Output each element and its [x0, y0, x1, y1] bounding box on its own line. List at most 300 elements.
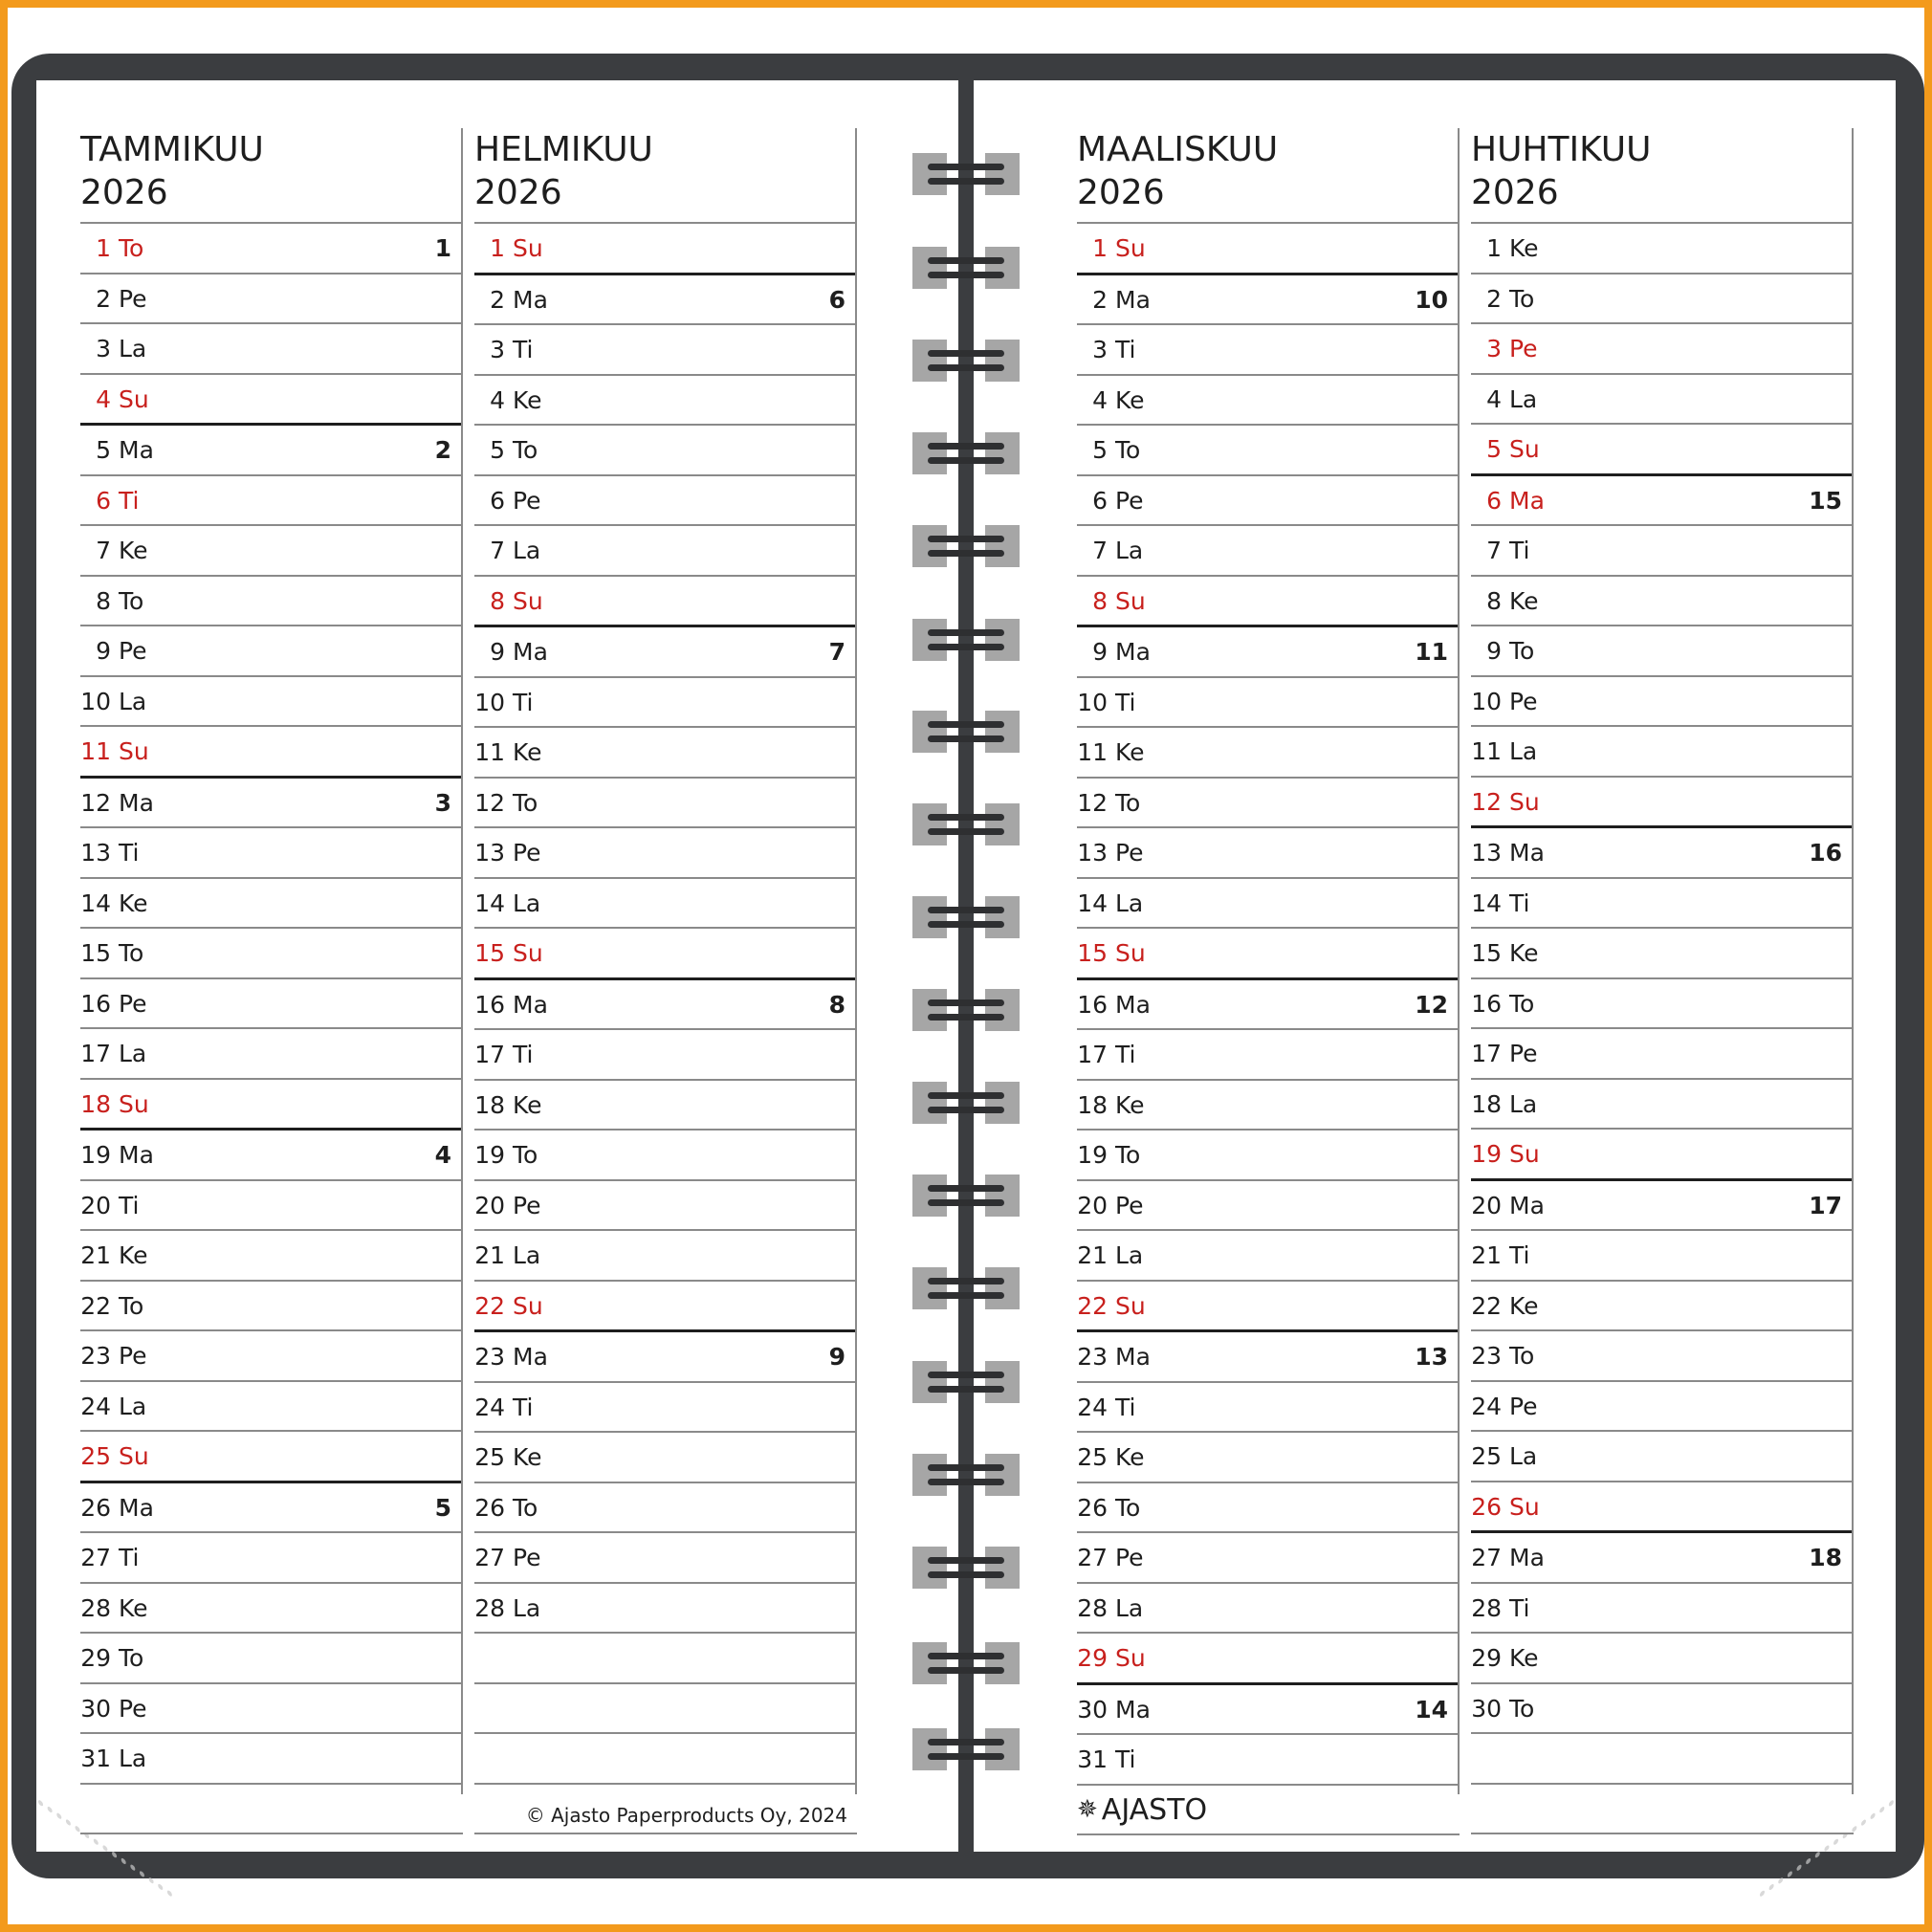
- day-row: [1077, 1329, 1460, 1381]
- day-row: [474, 777, 857, 827]
- day-number: 27: [1077, 1544, 1108, 1571]
- weekday-abbrev: Ti: [1509, 1241, 1530, 1269]
- day-number: 11: [1077, 738, 1108, 766]
- day-row: [474, 222, 857, 273]
- day-number: 3: [96, 335, 111, 362]
- day-row: [1077, 676, 1460, 727]
- empty-row: [474, 1632, 857, 1682]
- day-number: 16: [80, 989, 111, 1018]
- weekday-abbrev: Pe: [1115, 1191, 1144, 1219]
- weekday-abbrev: Ma: [119, 1493, 154, 1522]
- weekday-abbrev: To: [119, 234, 144, 262]
- column-divider: [1852, 128, 1854, 1794]
- weekday-abbrev: Pe: [119, 989, 147, 1018]
- day-row: [474, 1431, 857, 1482]
- weekday-abbrev: Ti: [119, 1191, 140, 1219]
- day-row: [1077, 1582, 1460, 1633]
- day-row: [1471, 273, 1854, 323]
- empty-row: [80, 1783, 463, 1835]
- weekday-abbrev: To: [1509, 284, 1535, 313]
- day-row: [1471, 1280, 1854, 1330]
- week-number: 11: [1415, 638, 1448, 666]
- weekday-abbrev: Su: [1509, 1492, 1540, 1521]
- day-number: 25: [1471, 1442, 1502, 1470]
- day-row: [1471, 1178, 1854, 1230]
- day-number: 31: [1077, 1745, 1108, 1773]
- day-row: [80, 1027, 463, 1078]
- binding-ring: [912, 989, 1020, 1031]
- weekday-abbrev: Su: [1115, 939, 1146, 967]
- day-row: [80, 322, 463, 373]
- day-row: [80, 776, 463, 827]
- binding-ring: [912, 153, 1020, 195]
- weekday-abbrev: La: [1115, 1593, 1144, 1622]
- day-number: 7: [1486, 537, 1502, 564]
- day-row: [474, 1531, 857, 1582]
- day-number: 23: [1471, 1342, 1502, 1370]
- day-number: 24: [474, 1393, 505, 1421]
- weekday-abbrev: Pe: [1115, 1544, 1144, 1571]
- month-year: 2026: [474, 173, 562, 212]
- day-row: [1471, 423, 1854, 473]
- day-row: [1471, 373, 1854, 424]
- day-number: 4: [96, 384, 111, 413]
- weekday-abbrev: Pe: [1509, 687, 1538, 715]
- weekday-abbrev: To: [513, 1493, 538, 1522]
- month-header: [1471, 128, 1854, 222]
- weekday-abbrev: Su: [119, 384, 149, 413]
- day-number: 14: [1077, 889, 1108, 917]
- weekday-abbrev: Ti: [513, 688, 534, 716]
- day-row: [1471, 675, 1854, 726]
- weekday-abbrev: To: [1115, 1141, 1141, 1169]
- day-row: [1077, 977, 1460, 1029]
- weekday-abbrev: To: [119, 1291, 144, 1320]
- day-number: 27: [80, 1544, 111, 1571]
- empty-row: [474, 1732, 857, 1783]
- month-year: 2026: [1471, 173, 1559, 212]
- day-number: 20: [80, 1191, 111, 1219]
- day-number: 6: [1486, 486, 1502, 515]
- day-number: 13: [474, 839, 505, 867]
- week-number: 15: [1809, 486, 1842, 515]
- day-row: [474, 323, 857, 374]
- week-number: 6: [828, 285, 845, 314]
- binding-ring: [912, 711, 1020, 753]
- weekday-abbrev: Ma: [1509, 839, 1545, 867]
- weekday-abbrev: Su: [1509, 435, 1540, 463]
- weekday-abbrev: Ke: [119, 1241, 148, 1269]
- binding-ring: [912, 1361, 1020, 1403]
- day-row: [474, 374, 857, 425]
- day-row: [474, 625, 857, 676]
- day-row: [474, 826, 857, 877]
- weekday-abbrev: La: [1115, 537, 1144, 564]
- day-number: 18: [1471, 1089, 1502, 1118]
- day-row: [1077, 1733, 1460, 1784]
- day-number: 29: [80, 1644, 111, 1672]
- day-number: 19: [1471, 1140, 1502, 1168]
- day-row: [1077, 1482, 1460, 1532]
- binding-ring: [912, 803, 1020, 845]
- day-row: [1471, 927, 1854, 977]
- day-row: [1077, 1028, 1460, 1079]
- day-row: [1077, 1280, 1460, 1330]
- day-row: [80, 725, 463, 776]
- day-number: 22: [80, 1291, 111, 1320]
- weekday-abbrev: La: [119, 1040, 147, 1067]
- day-row: [474, 575, 857, 626]
- day-row: [474, 1079, 857, 1130]
- week-number: 18: [1809, 1544, 1842, 1571]
- day-number: 16: [474, 990, 505, 1019]
- day-row: [1471, 825, 1854, 877]
- copyright-notice: © Ajasto Paperproducts Oy, 2024: [525, 1804, 847, 1827]
- weekday-abbrev: Ke: [1115, 738, 1145, 766]
- day-number: 17: [1471, 1040, 1502, 1067]
- weekday-abbrev: To: [1115, 1493, 1141, 1522]
- day-row: [1077, 424, 1460, 474]
- month-name: TAMMIKUU: [80, 130, 264, 169]
- empty-row: [1471, 1732, 1854, 1783]
- day-number: 21: [1471, 1241, 1502, 1269]
- day-number: 15: [1077, 939, 1108, 967]
- day-number: 25: [1077, 1443, 1108, 1471]
- day-number: 26: [80, 1493, 111, 1522]
- day-number: 1: [1486, 234, 1502, 262]
- weekday-abbrev: To: [119, 1644, 144, 1672]
- day-number: 2: [1486, 284, 1502, 313]
- weekday-abbrev: Pe: [1509, 335, 1538, 362]
- day-number: 16: [1471, 989, 1502, 1018]
- day-number: 14: [80, 889, 111, 917]
- day-row: [80, 1430, 463, 1481]
- month-column-helmikuu: [474, 128, 857, 1834]
- day-row: [1471, 1027, 1854, 1078]
- day-row: [1471, 877, 1854, 928]
- day-number: 1: [1092, 234, 1108, 262]
- day-row: [80, 1531, 463, 1582]
- day-number: 16: [1077, 990, 1108, 1019]
- weekday-abbrev: Ke: [119, 889, 148, 917]
- weekday-abbrev: Su: [119, 1089, 149, 1118]
- day-row: [1471, 575, 1854, 626]
- day-number: 9: [1486, 637, 1502, 665]
- day-number: 19: [80, 1141, 111, 1169]
- month-column-huhtikuu: [1471, 128, 1854, 1834]
- day-row: [474, 927, 857, 977]
- day-row: [1471, 1682, 1854, 1733]
- month-year: 2026: [80, 173, 168, 212]
- weekday-abbrev: Su: [1115, 1291, 1146, 1320]
- day-row: [80, 1128, 463, 1179]
- weekday-abbrev: Ke: [1115, 1090, 1145, 1119]
- day-number: 28: [1471, 1593, 1502, 1622]
- day-row: [474, 877, 857, 928]
- day-row: [1077, 323, 1460, 374]
- weekday-abbrev: La: [1115, 1241, 1144, 1269]
- weekday-abbrev: Ti: [513, 1041, 534, 1068]
- weekday-abbrev: Su: [1509, 1140, 1540, 1168]
- day-row: [80, 826, 463, 877]
- weekday-abbrev: La: [1509, 737, 1538, 765]
- day-row: [1077, 1129, 1460, 1179]
- day-row: [1471, 473, 1854, 525]
- day-number: 10: [1077, 688, 1108, 716]
- weekday-abbrev: Ma: [1115, 285, 1151, 314]
- day-row: [474, 1482, 857, 1532]
- weekday-abbrev: Ma: [1115, 1343, 1151, 1371]
- column-divider: [855, 128, 857, 1794]
- day-row: [474, 726, 857, 777]
- weekday-abbrev: Su: [1509, 787, 1540, 816]
- day-row: [474, 1229, 857, 1280]
- weekday-abbrev: Ti: [1509, 537, 1530, 564]
- day-number: 25: [80, 1442, 111, 1470]
- day-row: [474, 1582, 857, 1633]
- day-row: [1077, 1179, 1460, 1230]
- weekday-abbrev: La: [119, 1745, 147, 1772]
- weekday-abbrev: Ke: [119, 1593, 148, 1622]
- day-number: 28: [1077, 1593, 1108, 1622]
- day-row: [1471, 1329, 1854, 1380]
- weekday-abbrev: Ke: [513, 385, 542, 414]
- day-row: [80, 1380, 463, 1431]
- day-row: [1471, 1632, 1854, 1682]
- day-number: 24: [1077, 1393, 1108, 1421]
- day-row: [474, 1329, 857, 1381]
- weekday-abbrev: Ti: [119, 486, 140, 515]
- day-number: 10: [474, 688, 505, 716]
- day-row: [474, 1129, 857, 1179]
- day-row: [80, 675, 463, 726]
- day-number: 3: [1092, 336, 1108, 363]
- binding-ring: [912, 340, 1020, 382]
- day-number: 22: [1471, 1291, 1502, 1320]
- day-row: [80, 373, 463, 424]
- day-row: [80, 977, 463, 1028]
- weekday-abbrev: La: [1509, 1089, 1538, 1118]
- day-number: 23: [1077, 1343, 1108, 1371]
- month-year: 2026: [1077, 173, 1165, 212]
- day-number: 9: [490, 638, 505, 666]
- day-number: 31: [80, 1745, 111, 1772]
- day-row: [80, 474, 463, 525]
- day-row: [1471, 1078, 1854, 1129]
- week-number: 7: [828, 638, 845, 666]
- day-row: [1471, 524, 1854, 575]
- day-number: 4: [1092, 385, 1108, 414]
- day-number: 5: [1486, 435, 1502, 463]
- day-number: 13: [1077, 839, 1108, 867]
- column-divider: [1458, 128, 1460, 1794]
- weekday-abbrev: To: [1115, 788, 1141, 817]
- day-row: [80, 423, 463, 474]
- day-number: 19: [474, 1141, 505, 1169]
- day-number: 5: [96, 436, 111, 464]
- day-row: [1077, 1632, 1460, 1682]
- month-header: [474, 128, 857, 222]
- weekday-abbrev: Su: [513, 234, 543, 262]
- day-number: 6: [490, 486, 505, 515]
- binding-ring: [912, 1082, 1020, 1124]
- day-number: 9: [1092, 638, 1108, 666]
- weekday-abbrev: Ma: [1115, 990, 1151, 1019]
- weekday-abbrev: La: [513, 1241, 541, 1269]
- day-number: 14: [474, 889, 505, 917]
- weekday-abbrev: Ke: [1509, 586, 1539, 615]
- weekday-abbrev: Ti: [1115, 688, 1136, 716]
- weekday-abbrev: Ti: [119, 1544, 140, 1571]
- day-row: [80, 1582, 463, 1633]
- day-row: [474, 1280, 857, 1330]
- day-number: 12: [80, 788, 111, 817]
- weekday-abbrev: Pe: [513, 1544, 541, 1571]
- day-number: 19: [1077, 1141, 1108, 1169]
- weekday-abbrev: Pe: [513, 839, 541, 867]
- weekday-abbrev: Pe: [1115, 486, 1144, 515]
- day-row: [1077, 374, 1460, 425]
- day-row: [80, 222, 463, 273]
- day-number: 7: [490, 537, 505, 564]
- binding-ring: [912, 1642, 1020, 1684]
- day-number: 11: [1471, 737, 1502, 765]
- weekday-abbrev: Su: [1115, 586, 1146, 615]
- weekday-abbrev: Ke: [513, 738, 542, 766]
- day-number: 18: [80, 1089, 111, 1118]
- day-row: [80, 575, 463, 626]
- weekday-abbrev: Su: [119, 1442, 149, 1470]
- day-row: [1077, 474, 1460, 525]
- weekday-abbrev: To: [513, 436, 538, 464]
- day-row: [1077, 1229, 1460, 1280]
- weekday-abbrev: To: [1509, 637, 1535, 665]
- day-row: [1077, 1682, 1460, 1734]
- weekday-abbrev: Ma: [1509, 1544, 1545, 1571]
- day-number: 28: [474, 1593, 505, 1622]
- weekday-abbrev: Ke: [513, 1090, 542, 1119]
- weekday-abbrev: Ti: [1115, 336, 1136, 363]
- binding-ring: [912, 1728, 1020, 1770]
- weekday-abbrev: Ma: [1509, 486, 1545, 515]
- month-name: HUHTIKUU: [1471, 130, 1652, 169]
- weekday-abbrev: Ke: [119, 537, 148, 564]
- day-number: 30: [1077, 1695, 1108, 1723]
- weekday-abbrev: Ma: [1509, 1191, 1545, 1219]
- day-row: [80, 1682, 463, 1733]
- week-number: 10: [1415, 285, 1448, 314]
- day-row: [1077, 1381, 1460, 1432]
- day-number: 2: [1092, 285, 1108, 314]
- day-number: 1: [490, 234, 505, 262]
- weekday-abbrev: Ke: [1509, 939, 1539, 967]
- day-row: [1077, 1079, 1460, 1130]
- day-row: [1471, 725, 1854, 776]
- weekday-abbrev: Ti: [1509, 889, 1530, 917]
- weekday-abbrev: Su: [1115, 1644, 1146, 1672]
- day-row: [1077, 927, 1460, 977]
- week-number: 1: [434, 234, 451, 262]
- month-name: MAALISKUU: [1077, 130, 1279, 169]
- day-row: [1077, 625, 1460, 676]
- binding-ring: [912, 247, 1020, 289]
- day-row: [474, 676, 857, 727]
- day-number: 3: [1486, 335, 1502, 362]
- day-row: [1077, 877, 1460, 928]
- day-number: 12: [474, 788, 505, 817]
- binding-ring: [912, 619, 1020, 661]
- weekday-abbrev: La: [513, 1593, 541, 1622]
- weekday-abbrev: Su: [119, 737, 149, 765]
- weekday-abbrev: Pe: [513, 486, 541, 515]
- month-column-tammikuu: [80, 128, 463, 1834]
- weekday-abbrev: Su: [1115, 234, 1146, 262]
- binding-ring: [912, 1547, 1020, 1589]
- day-number: 13: [1471, 839, 1502, 867]
- day-number: 21: [80, 1241, 111, 1269]
- day-number: 12: [1471, 787, 1502, 816]
- day-list: [1077, 222, 1460, 1835]
- day-list: [1471, 222, 1854, 1834]
- day-number: 25: [474, 1443, 505, 1471]
- day-number: 13: [80, 839, 111, 867]
- weekday-abbrev: Ma: [1115, 1695, 1151, 1723]
- day-number: 6: [1092, 486, 1108, 515]
- weekday-abbrev: To: [1115, 436, 1141, 464]
- day-number: 15: [80, 939, 111, 967]
- weekday-abbrev: La: [513, 537, 541, 564]
- day-number: 30: [1471, 1694, 1502, 1723]
- weekday-abbrev: Pe: [513, 1191, 541, 1219]
- day-number: 23: [474, 1343, 505, 1371]
- week-number: 5: [434, 1493, 451, 1522]
- day-row: [1471, 776, 1854, 826]
- weekday-abbrev: La: [119, 335, 147, 362]
- day-row: [80, 1632, 463, 1682]
- day-list: [80, 222, 463, 1834]
- day-number: 20: [474, 1191, 505, 1219]
- weekday-abbrev: La: [1509, 384, 1538, 413]
- day-number: 23: [80, 1342, 111, 1370]
- weekday-abbrev: Ma: [119, 788, 154, 817]
- day-number: 7: [1092, 537, 1108, 564]
- weekday-abbrev: Ti: [513, 336, 534, 363]
- week-number: 14: [1415, 1695, 1448, 1723]
- weekday-abbrev: Ke: [1115, 385, 1145, 414]
- day-number: 24: [80, 1392, 111, 1420]
- day-row: [1077, 1431, 1460, 1482]
- day-row: [474, 474, 857, 525]
- day-row: [1077, 273, 1460, 324]
- week-number: 17: [1809, 1191, 1842, 1219]
- day-row: [474, 977, 857, 1029]
- day-row: [474, 1028, 857, 1079]
- day-row: [1077, 575, 1460, 626]
- day-row: [80, 1078, 463, 1129]
- sun-burst-icon: ✵: [1077, 1795, 1098, 1824]
- weekday-abbrev: Ti: [1115, 1041, 1136, 1068]
- empty-row: [474, 1682, 857, 1733]
- week-number: 2: [434, 436, 451, 464]
- weekday-abbrev: Ma: [513, 1343, 548, 1371]
- day-number: 22: [474, 1291, 505, 1320]
- weekday-abbrev: Su: [513, 586, 543, 615]
- day-number: 17: [1077, 1041, 1108, 1068]
- day-row: [1471, 322, 1854, 373]
- empty-row: [1077, 1784, 1460, 1836]
- day-row: [80, 1280, 463, 1330]
- weekday-abbrev: Pe: [119, 637, 147, 665]
